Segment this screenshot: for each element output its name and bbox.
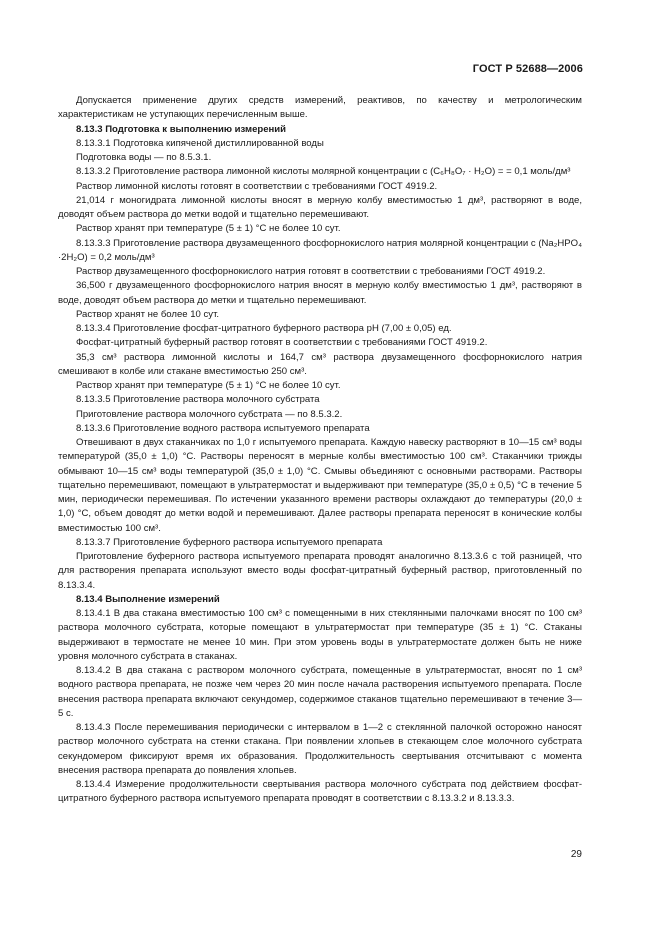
subsection-heading: 8.13.3.2 Приготовление раствора лимонной кислоты молярной концентрации c (C₆H₈O₇ · H₂O) = = 0,1 моль/дм³ — [76, 166, 571, 178]
subsection-heading: 8.13.3.5 Приготовление раствора молочного субстрата — [76, 394, 320, 406]
document-body — [58, 94, 582, 807]
subsection-heading: 8.13.3.6 Приготовление водного раствора испытуемого препарата — [76, 422, 370, 434]
paragraph: Отвешивают в двух стаканчиках по 1,0 г испытуемого препарата. Каждую навеску растворяют в 10—15 см³ воды температурой (35,0 ± 1,0) °С. Растворы переносят в мерные колбы вместимостью 100 см³. Стаканчики трижды обмывают 10—15 см³ воды температурой (35,0 ± 1,0) °С. Смывы объединяют с основными растворами. Растворы тщательно перемешивают, помещают в ультратермостат и выдерживают при температуре (35,0 ± 0,5) °С в течение 5 мин, периодически перемешивая. По истечении указанного времени растворы охлаждают до температуры (20,0 ± 1,0) °С, объем доводят до метки водой и перемешивают. Далее растворы препарата переносят в конические колбы вместимостью 100 см³. — [58, 437, 582, 534]
document-code: ГОСТ Р 52688—2006 — [472, 63, 583, 75]
paragraph: 35,3 см³ раствора лимонной кислоты и 164,7 см³ раствора двузамещенного фосфорнокислого натрия смешивают в колбе или стакане вместимостью 250 см³. — [58, 351, 582, 377]
paragraph: Раствор лимонной кислоты готовят в соответствии с требованиями ГОСТ 4919.2. — [76, 180, 438, 192]
paragraph: 21,014 г моногидрата лимонной кислоты вносят в мерную колбу вместимостью 1 дм³, растворяют в воде, доводят объем раствора до метки водой и тщательно перемешивают. — [58, 194, 582, 220]
paragraph: Допускается применение других средств измерений, реактивов, по качеству и метрологическим характеристикам не уступающих перечисленным выше. — [58, 95, 582, 121]
subsection-heading: 8.13.3.3 Приготовление раствора двузамещенного фосфорнокислого натрия молярной концентрации c (Na₂HPO₄ ·2H₂O) = 0,2 моль/дм³ — [58, 237, 582, 263]
subsection-heading: 8.13.3.7 Приготовление буферного раствора испытуемого препарата — [76, 536, 383, 548]
paragraph: Раствор хранят при температуре (5 ± 1) °С не более 10 сут. — [76, 223, 341, 235]
subsection-heading: 8.13.3.1 Подготовка кипяченой дистиллированной воды — [76, 137, 324, 149]
paragraph: 8.13.4.3 После перемешивания периодически с интервалом в 1—2 с стеклянной палочкой осторожно наносят раствор молочного субстрата на стенки стакана. При появлении хлопьев в стекающем слое молочного субстрата секундомером фиксируют время их образования. Продолжительность свертывания отсчитывают с момента внесения раствора препарата до появления хлопьев. — [58, 722, 582, 776]
paragraph: Раствор хранят не более 10 сут. — [76, 308, 220, 320]
section-heading: 8.13.3 Подготовка к выполнению измерений — [76, 123, 287, 135]
paragraph: 8.13.4.4 Измерение продолжительности свертывания раствора молочного субстрата под действием фосфат-цитратного буферного раствора испытуемого препарата проводят в соответствии с 8.13.3.2 и 8.13.3.3. — [58, 779, 582, 805]
paragraph: 8.13.4.1 В два стакана вместимостью 100 см³ с помещенными в них стеклянными палочками вносят по 100 см³ раствора молочного субстрата, которые помещают в ультратермостат при температуре (35 ± 1) °С. Стаканы выдерживают в термостате не менее 10 мин. При этом уровень воды в ультратермостате должен быть не ниже уровня молочного субстрата в стаканах. — [58, 608, 582, 662]
subsection-heading: 8.13.3.4 Приготовление фосфат-цитратного буферного раствора pH (7,00 ± 0,05) ед. — [76, 323, 452, 334]
paragraph: 8.13.4.2 В два стакана с раствором молочного субстрата, помещенные в ультратермостат, вносят по 1 см³ водного раствора препарата, не позже чем через 20 мин после начала растворения испытуемого препарата. После внесения раствора препарата включают секундомер, содержимое стаканов тщательно перемешивают в течение 3—5 с. — [58, 665, 582, 719]
page-number: 29 — [570, 849, 582, 860]
paragraph: Раствор хранят при температуре (5 ± 1) °С не более 10 сут. — [76, 380, 341, 391]
section-heading: 8.13.4 Выполнение измерений — [76, 593, 220, 605]
paragraph: Раствор двузамещенного фосфорнокислого натрия готовят в соответствии с требованиями ГОСТ 4919.2. — [76, 266, 546, 277]
paragraph: Фосфат-цитратный буферный раствор готовят в соответствии с требованиями ГОСТ 4919.2. — [76, 337, 488, 349]
paragraph: Приготовление буферного раствора испытуемого препарата проводят аналогично 8.13.3.6 с той разницей, что для растворения препарата используют вместо воды фосфат-цитратный буферный раствор, приготовленный по 8.13.3.4. — [58, 551, 582, 591]
paragraph: Приготовление раствора молочного субстрата — по 8.5.3.2. — [76, 408, 343, 420]
paragraph: Подготовка воды — по 8.5.3.1. — [76, 152, 212, 163]
paragraph: 36,500 г двузамещенного фосфорнокислого натрия вносят в мерную колбу вместимостью 1 дм³, растворяют в воде, доводят объем раствора до метки и тщательно перемешивают. — [58, 280, 582, 306]
